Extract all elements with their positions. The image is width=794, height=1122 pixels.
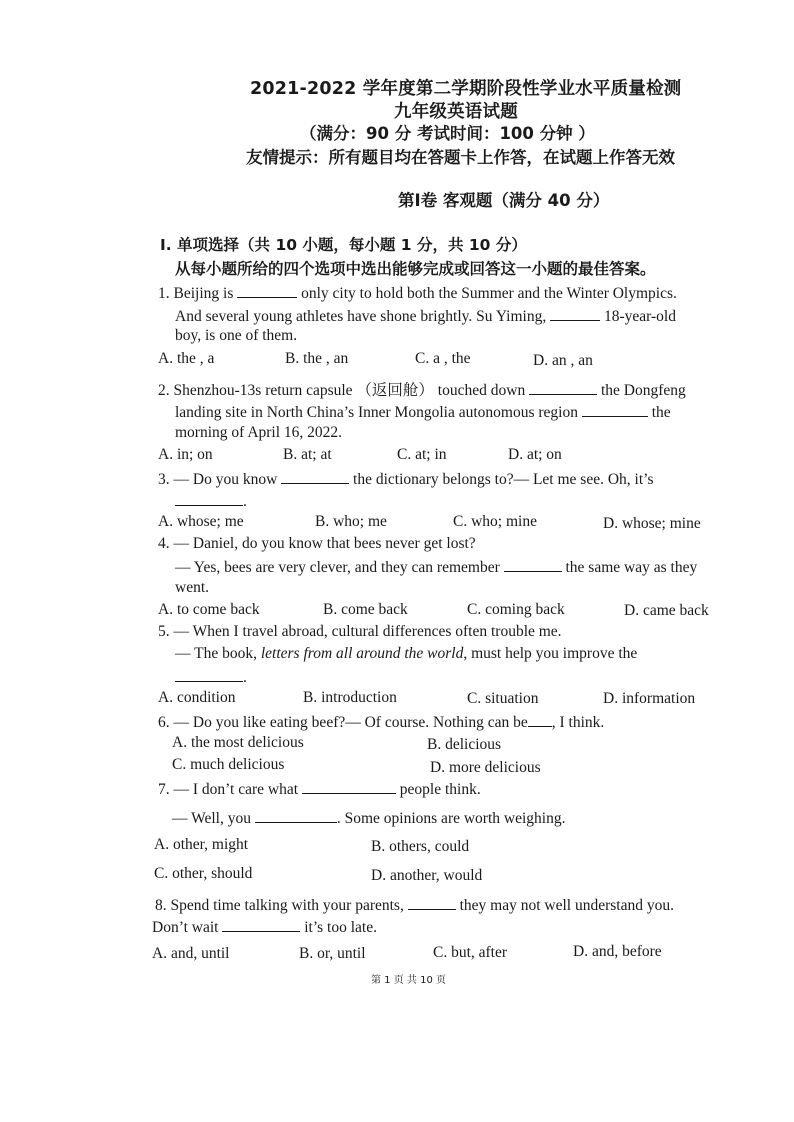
q3-option-c: C. who; mine — [453, 513, 537, 530]
q8-option-d: D. and, before — [573, 943, 662, 960]
q8-option-c: C. but, after — [433, 944, 508, 961]
question-1-line-2: And several young athletes have shone brightly. Su Yiming, 18-year-old — [175, 308, 676, 325]
question-5-line-2: — The book, letters from all around the world, must help you improve the — [175, 645, 638, 662]
exam-score-time: （满分：90 分 考试时间：100 分钟 ） — [300, 124, 595, 143]
q1-option-a: A. the , a — [158, 350, 215, 367]
q3-option-d: D. whose; mine — [603, 515, 701, 532]
question-2-line-3: morning of April 16, 2022. — [175, 424, 343, 441]
answer-blank — [550, 306, 600, 321]
question-3-line-2: . — [175, 491, 247, 511]
answer-blank — [408, 895, 456, 910]
q4-option-b: B. come back — [323, 601, 408, 618]
q8-option-b: B. or, until — [299, 945, 366, 962]
q8-option-a: A. and, until — [152, 945, 230, 962]
q6-option-d: D. more delicious — [430, 759, 541, 776]
part-title: 第Ⅰ卷 客观题（满分 40 分） — [398, 191, 610, 210]
q5-option-d: D. information — [603, 690, 696, 707]
question-5-line-3: . — [175, 667, 247, 687]
question-8-line-1: 8. Spend time talking with your parents, they may not well understand you. — [155, 897, 674, 914]
q5-option-c: C. situation — [467, 690, 539, 707]
q4-option-d: D. came back — [624, 602, 709, 619]
q1-option-b: B. the , an — [285, 350, 349, 367]
q4-option-c: C. coming back — [467, 601, 565, 618]
q6-option-a: A. the most delicious — [172, 734, 304, 751]
q2-option-b: B. at; at — [283, 446, 332, 463]
answer-blank — [529, 380, 597, 395]
question-1-line-3: boy, is one of them. — [175, 327, 298, 344]
q6-option-c: C. much delicious — [172, 756, 285, 773]
answer-blank — [582, 402, 648, 417]
answer-blank — [528, 712, 552, 727]
answer-blank — [175, 491, 243, 506]
q7-option-a: A. other, might — [154, 836, 249, 853]
exam-subtitle: 九年级英语试题 — [394, 102, 518, 122]
q7-option-d: D. another, would — [371, 867, 483, 884]
question-8-line-2: Don’t wait it’s too late. — [152, 919, 377, 936]
q5-option-a: A. condition — [158, 689, 236, 706]
q3-option-a: A. whose; me — [158, 513, 244, 530]
q1-option-d: D. an , an — [533, 352, 593, 369]
q7-option-b: B. others, could — [371, 838, 470, 855]
q4-option-a: A. to come back — [158, 601, 260, 618]
exam-title: 2021-2022 学年度第二学期阶段性学业水平质量检测 — [250, 79, 682, 99]
q5-option-b: B. introduction — [303, 689, 397, 706]
answer-blank — [237, 283, 297, 298]
q2-option-a: A. in; on — [158, 446, 213, 463]
question-7-line-2: — Well, you . Some opinions are worth weighing. — [172, 810, 566, 827]
answer-blank — [255, 808, 337, 823]
question-4-line-1: 4. — Daniel, do you know that bees never get lost? — [158, 535, 476, 552]
answer-blank — [222, 917, 300, 932]
question-5-line-1: 5. — When I travel abroad, cultural differences often trouble me. — [158, 623, 562, 640]
question-4-line-2: — Yes, bees are very clever, and they can remember the same way as they — [175, 559, 698, 576]
q2-option-d: D. at; on — [508, 446, 562, 463]
q6-option-b: B. delicious — [427, 736, 502, 753]
q2-option-c: C. at; in — [397, 446, 447, 463]
question-2-line-2: landing site in North China’s Inner Mongolia autonomous region the — [175, 404, 671, 421]
q3-option-b: B. who; me — [315, 513, 387, 530]
section-heading: I. 单项选择（共 10 小题，每小题 1 分，共 10 分） — [160, 236, 527, 254]
q7-option-c: C. other, should — [154, 865, 253, 882]
answer-blank — [281, 469, 349, 484]
section-instruction: 从每小题所给的四个选项中选出能够完成或回答这一小题的最佳答案。 — [175, 260, 656, 278]
question-6-line-1: 6. — Do you like eating beef?— Of course. Nothing can be , I think. — [158, 714, 605, 731]
exam-notice: 友情提示：所有题目均在答题卡上作答，在试题上作答无效 — [246, 148, 675, 167]
q1-option-c: C. a , the — [415, 350, 471, 367]
question-3-line-1: 3. — Do you know the dictionary belongs to?— Let me see. Oh, it’s — [158, 471, 654, 488]
answer-blank — [302, 779, 396, 794]
question-2-line-1: 2. Shenzhou-13s return capsule （返回舱） touched down the Dongfeng — [158, 382, 686, 399]
answer-blank — [504, 557, 562, 572]
question-7-line-1: 7. — I don’t care what people think. — [158, 781, 481, 798]
answer-blank — [175, 667, 243, 682]
question-4-line-3: went. — [175, 579, 210, 596]
page-number: 第 1 页 共 10 页 — [371, 975, 446, 986]
question-1-line-1: 1. Beijing is only city to hold both the Summer and the Winter Olympics. — [158, 285, 677, 302]
